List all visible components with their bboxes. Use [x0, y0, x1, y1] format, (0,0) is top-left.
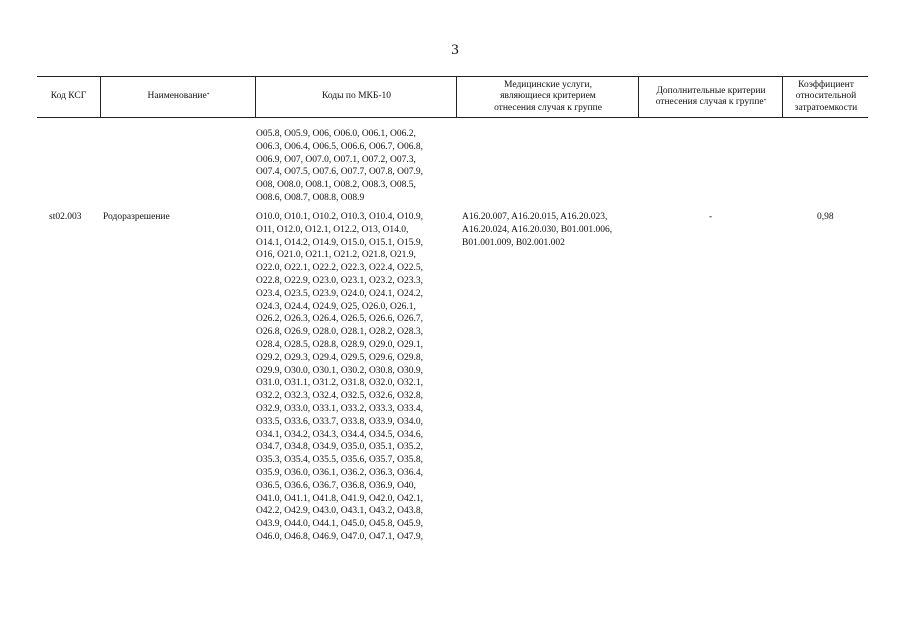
mkb-line: O26.2, O26.3, O26.4, O26.5, O26.6, O26.7,: [256, 314, 424, 325]
mkb-line: O24.3, O24.4, O24.9, O25, O26.0, O26.1,: [256, 301, 416, 312]
mkb-line: O32.9, O33.0, O33.1, O33.2, O33.3, O33.4,: [256, 403, 424, 414]
header-name-cell: [100, 77, 256, 117]
header-criteria-text: отнесения случая к группе: [655, 97, 764, 107]
mkb-line: O41.0, O41.1, O41.8, O41.9, O42.0, O42.1,: [256, 493, 424, 504]
page-number: 3: [451, 42, 459, 58]
header-criteria-line: [656, 97, 767, 109]
mkb-line: O06.9, O07, O07.0, O07.1, O07.2, O07.3,: [256, 154, 416, 165]
header-name-label: [148, 91, 210, 103]
header-code-cell: [37, 77, 100, 117]
header-code-label: Код КСГ: [50, 91, 87, 102]
row-coefficient: 0,98: [817, 212, 834, 222]
prev-row-mkb-codes: [256, 128, 423, 205]
mkb-line: O05.8, O05.9, O06, O06.0, O06.1, O06.2,: [256, 129, 416, 139]
mkb-line: O34.1, O34.2, O34.3, O34.4, O34.5, O34.6,: [256, 429, 424, 440]
services-line: A16.20.007, A16.20.015, A16.20.023,: [462, 212, 608, 222]
mkb-line: O32.2, O32.3, O32.4, O32.5, O32.6, O32.8,: [256, 391, 424, 402]
mkb-line: O29.9, O30.0, O30.1, O30.2, O30.8, O30.9,: [256, 365, 424, 376]
mkb-line: O29.2, O29.3, O29.4, O29.5, O29.6, O29.8,: [256, 352, 424, 363]
mkb-line: O33.5, O33.6, O33.7, O33.8, O33.9, O34.0,: [256, 416, 424, 427]
header-services-line: Медицинские услуги,: [504, 79, 592, 90]
header-mkb-cell: [255, 77, 457, 117]
header-coef-line: затратоемкости: [794, 102, 858, 113]
header-coef-cell: [782, 77, 869, 117]
header-services-line: являющиеся критерием: [500, 91, 596, 102]
mkb-line: O10.0, O10.1, O10.2, O10.3, O10.4, O10.9,: [256, 212, 424, 222]
mkb-line: O43.9, O44.0, O44.1, O45.0, O45.8, O45.9,: [256, 519, 424, 530]
row-medical-services: [462, 211, 612, 249]
header-services-cell: [456, 77, 639, 117]
header-name-footnote: *: [206, 92, 210, 99]
mkb-line: O31.0, O31.1, O31.2, O31.8, O32.0, O32.1,: [256, 378, 424, 389]
services-line: B01.001.009, B02.001.002: [462, 237, 565, 248]
header-criteria-label: [656, 86, 767, 109]
header-criteria-cell: [638, 77, 783, 117]
mkb-line: O23.4, O23.5, O23.9, O24.0, O24.1, O24.2,: [256, 288, 424, 299]
mkb-line: O34.7, O34.8, O34.9, O35.0, O35.1, O35.2,: [256, 442, 424, 453]
mkb-line: O07.4, O07.5, O07.6, O07.7, O07.8, O07.9,: [256, 167, 424, 178]
mkb-line: O22.8, O22.9, O23.0, O23.1, O23.2, O23.3,: [256, 275, 424, 286]
services-line: A16.20.024, A16.20.030, B01.001.006,: [462, 224, 613, 235]
mkb-line: O35.3, O35.4, O35.5, O35.6, O35.7, O35.8,: [256, 455, 424, 466]
mkb-line: O06.3, O06.4, O06.5, O06.6, O06.7, O06.8,: [256, 141, 424, 152]
mkb-line: O26.8, O26.9, O28.0, O28.1, O28.2, O28.3,: [256, 327, 424, 338]
mkb-line: O36.5, O36.6, O36.7, O36.8, O36.9, O40,: [256, 480, 416, 491]
header-mkb-label: Коды по МКБ-10: [321, 91, 392, 102]
header-coef-line: относительной: [795, 91, 857, 102]
mkb-line: O42.2, O42.9, O43.0, O43.1, O43.2, O43.8,: [256, 506, 424, 517]
mkb-line: O14.1, O14.2, O14.9, O15.0, O15.1, O15.9,: [256, 237, 424, 248]
header-coef-line: Коэффициент: [798, 79, 854, 90]
mkb-line: O08, O08.0, O08.1, O08.2, O08.3, O08.5,: [256, 180, 416, 191]
mkb-line: O11, O12.0, O12.1, O12.2, O13, O14.0,: [256, 224, 409, 235]
mkb-line: O46.0, O46.8, O46.9, O47.0, O47.1, O47.9,: [256, 531, 424, 542]
mkb-line: O08.6, O08.7, O08.8, O08.9: [256, 192, 365, 203]
row-name: Родоразрешение: [103, 212, 170, 222]
row-ksg-code: st02.003: [49, 212, 82, 222]
mkb-line: O35.9, O36.0, O36.1, O36.2, O36.3, O36.4,: [256, 467, 424, 478]
mkb-line: O16, O21.0, O21.1, O21.2, O21.8, O21.9,: [256, 250, 416, 261]
mkb-line: O28.4, O28.5, O28.8, O28.9, O29.0, O29.1,: [256, 339, 424, 350]
header-services-label: [494, 80, 602, 115]
header-coef-label: [795, 80, 857, 115]
header-name-text: Наименование: [147, 91, 207, 102]
header-services-line: отнесения случая к группе: [494, 102, 602, 113]
header-criteria-line: Дополнительные критерии: [656, 85, 766, 96]
header-criteria-footnote: *: [763, 98, 767, 104]
row-additional-criteria: -: [709, 212, 713, 222]
mkb-line: O22.0, O22.1, O22.2, O22.3, O22.4, O22.5,: [256, 263, 424, 274]
table-header: [37, 76, 868, 118]
row-mkb-codes: [256, 211, 423, 544]
